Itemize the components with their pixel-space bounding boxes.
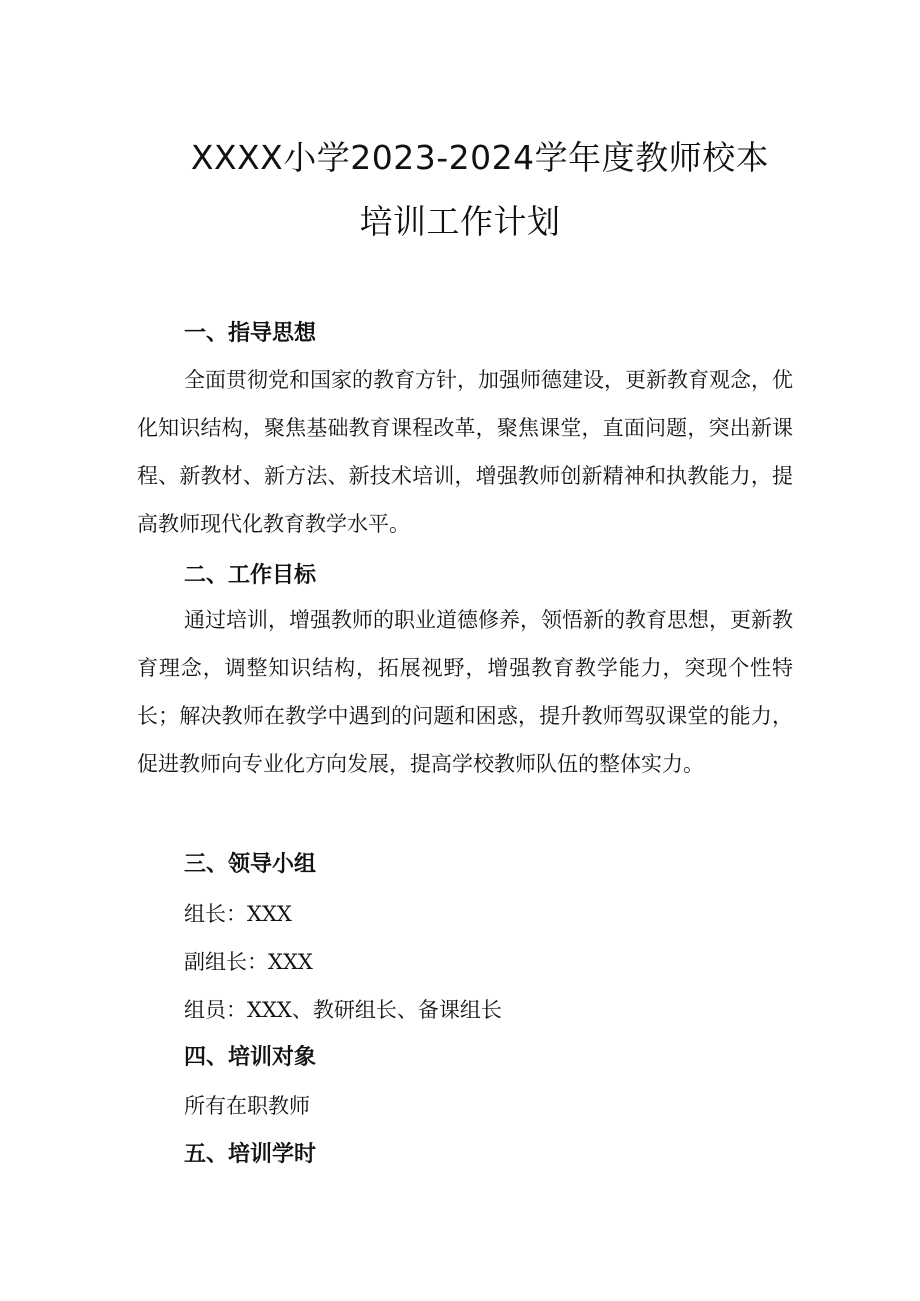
members-line: 组员：XXX、教研组长、备课组长: [184, 998, 502, 1022]
section-heading-training-targets: 四、培训对象: [184, 1045, 317, 1070]
leader-line: 组长：XXX: [184, 902, 292, 926]
document-title-line-1: XXXX小学2023-2024学年度教师校本: [190, 138, 770, 177]
training-targets-line: 所有在职教师: [184, 1094, 310, 1118]
section-heading-leadership-group: 三、领导小组: [184, 852, 317, 877]
deputy-leader-line: 副组长：XXX: [184, 950, 313, 974]
section-heading-guiding-ideology: 一、指导思想: [184, 321, 317, 346]
section-heading-training-hours: 五、培训学时: [184, 1142, 317, 1167]
document-title-line-2: 培训工作计划: [359, 202, 561, 241]
section-heading-work-goals: 二、工作目标: [184, 563, 317, 588]
section-body-guiding-ideology: 全面贯彻党和国家的教育方针，加强师德建设，更新教育观念，优化知识结构，聚焦基础教育课程改革，聚焦课堂，直面问题，突出新课程、新教材、新方法、新技术培训，增强教师创新精神和执教能力，提高教师现代化教育教学水平。: [137, 368, 793, 536]
section-body-work-goals: 通过培训，增强教师的职业道德修养，领悟新的教育思想，更新教育理念，调整知识结构，拓展视野，增强教育教学能力，突现个性特长；解决教师在教学中遇到的问题和困惑，提升教师驾驭课堂的能力，促进教师向专业化方向发展，提高学校教师队伍的整体实力。: [137, 608, 793, 776]
